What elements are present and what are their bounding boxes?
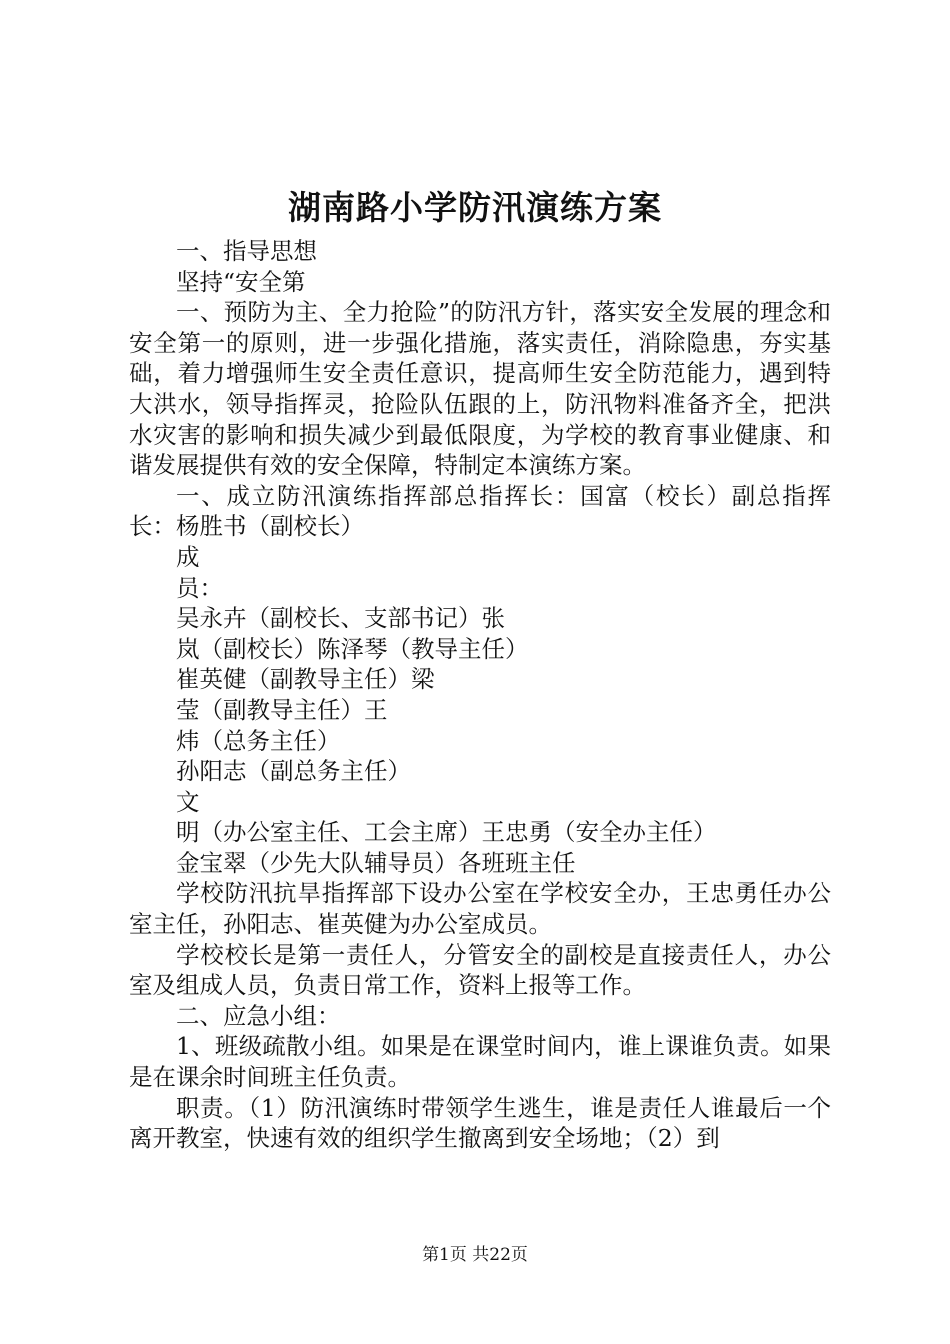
paragraph: 坚持“安全第	[176, 267, 306, 296]
paragraph: 明（办公室主任、工会主席）王忠勇（安全办主任）	[176, 818, 717, 847]
paragraph: 岚（副校长）陈泽琴（教导主任）	[176, 634, 529, 663]
paragraph: 1、班级疏散小组。如果是在课堂时间内，谁上课谁负责。如果是在课余时间班主任负责。	[129, 1032, 831, 1092]
paragraph: 莹（副教导主任）王	[176, 695, 388, 724]
paragraph: 二、应急小组：	[176, 1001, 341, 1030]
paragraph: 学校防汛抗旱指挥部下设办公室在学校安全办，王忠勇任办公室主任，孙阳志、崔英健为办公室成员。	[129, 879, 831, 939]
paragraph: 成	[176, 542, 200, 571]
paragraph: 炜（总务主任）	[176, 726, 341, 755]
paragraph: 职责。（1）防汛演练时带领学生逃生，谁是责任人谁最后一个离开教室，快速有效的组织学生撤离到安全场地；（2）到	[129, 1093, 831, 1153]
paragraph: 吴永卉（副校长、支部书记）张	[176, 604, 505, 633]
paragraph: 孙阳志（副总务主任）	[176, 757, 411, 786]
paragraph: 学校校长是第一责任人，分管安全的副校是直接责任人，办公室及组成人员，负责日常工作，资料上报等工作。	[129, 940, 831, 1000]
paragraph: 文	[176, 787, 200, 816]
document-title: 湖南路小学防汛演练方案	[288, 188, 662, 227]
page-footer: 第1页 共22页	[422, 1245, 528, 1265]
paragraph: 一、成立防汛演练指挥部总指挥长：国富（校长）副总指挥长：杨胜书（副校长）	[129, 481, 831, 541]
document-body	[129, 236, 831, 1154]
paragraph: 崔英健（副教导主任）梁	[176, 665, 435, 694]
paragraph: 一、指导思想	[176, 237, 317, 265]
paragraph: 一、预防为主、全力抢险”的防汛方针，落实安全发展的理念和安全第一的原则，进一步强化措施，落实责任，消除隐患，夯实基础，着力增强师生安全责任意识，提高师生安全防范能力，遇到特大洪水，领导指挥灵，抢险队伍跟的上，防汛物料准备齐全，把洪水灾害的影响和损失减少到最低限度，为学校的教育事业健康、和谐发展提供有效的安全保障，特制定本演练方案。	[129, 298, 831, 480]
paragraph: 员：	[176, 573, 223, 602]
paragraph: 金宝翠（少先大队辅导员）各班班主任	[176, 848, 576, 877]
